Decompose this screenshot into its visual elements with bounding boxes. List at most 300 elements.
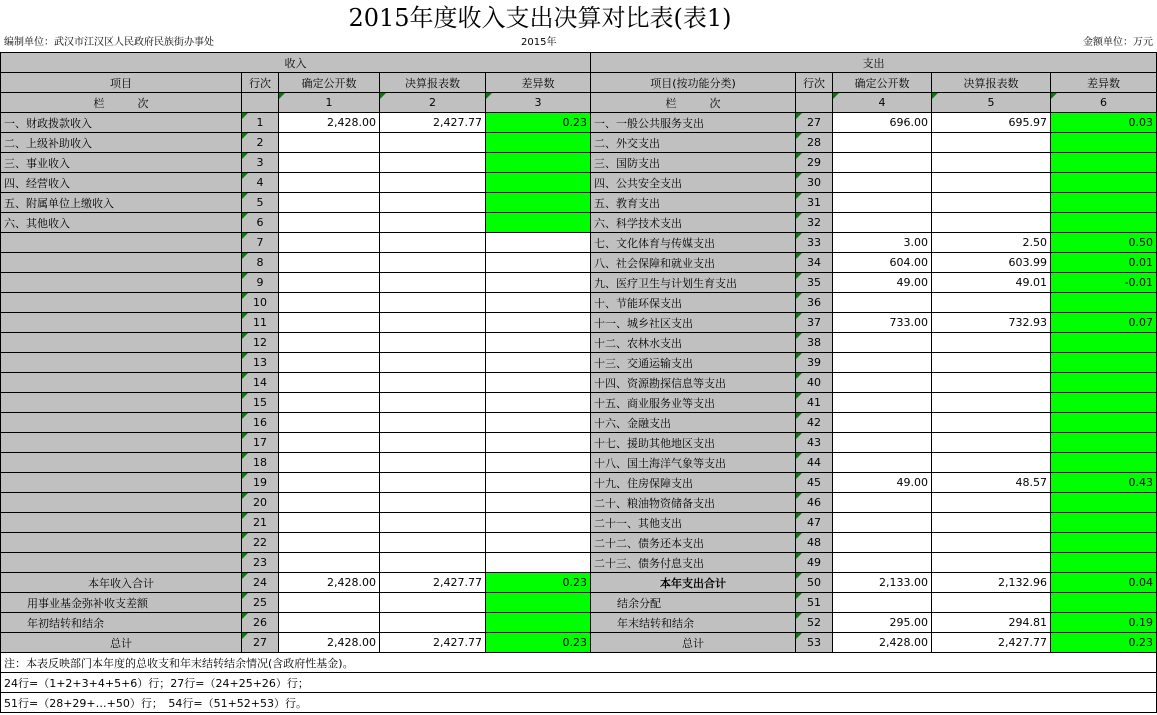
income-final [380, 493, 486, 513]
income-item [1, 553, 242, 573]
expense-line-no: 51 [796, 593, 833, 613]
col-header-approved: 确定公开数 [279, 73, 380, 93]
col-index-label: 栏 次 [1, 93, 242, 113]
income-approved [279, 453, 380, 473]
expense-final [932, 133, 1051, 153]
income-item [1, 373, 242, 393]
table-row [1, 213, 1157, 233]
expense-line-no: 42 [796, 413, 833, 433]
expense-final [932, 373, 1051, 393]
expense-diff: 0.50 [1051, 233, 1157, 253]
expense-item: 十八、国土海洋气象等支出 [591, 453, 796, 473]
expense-diff: 0.43 [1051, 473, 1157, 493]
income-approved [279, 233, 380, 253]
amount-unit: 金额单位：万元 [1083, 37, 1153, 48]
expense-line-no: 41 [796, 393, 833, 413]
expense-diff: 0.04 [1051, 573, 1157, 593]
income-line-no: 13 [242, 353, 279, 373]
expense-item: 二十、粮油物资储备支出 [591, 493, 796, 513]
expense-item: 五、教育支出 [591, 193, 796, 213]
expense-line-no: 39 [796, 353, 833, 373]
expense-summary-item: 本年支出合计 [591, 573, 796, 593]
expense-line-no: 49 [796, 553, 833, 573]
expense-diff [1051, 553, 1157, 573]
income-final [380, 373, 486, 393]
expense-line-no: 52 [796, 613, 833, 633]
income-item: 一、财政拨款收入 [1, 113, 242, 133]
table-row [1, 173, 1157, 193]
expense-summary-item: 年末结转和结余 [591, 613, 796, 633]
income-line-no: 17 [242, 433, 279, 453]
expense-approved: 3.00 [833, 233, 932, 253]
table-row [1, 253, 1157, 273]
expense-line-no: 53 [796, 633, 833, 653]
income-item [1, 273, 242, 293]
expense-approved [833, 413, 932, 433]
income-diff: 0.23 [486, 573, 591, 593]
income-approved [279, 413, 380, 433]
table-row [1, 513, 1157, 533]
income-diff [486, 493, 591, 513]
expense-item: 十五、商业服务业等支出 [591, 393, 796, 413]
income-line-no: 11 [242, 313, 279, 333]
col-header-approved: 确定公开数 [833, 73, 932, 93]
expense-diff [1051, 493, 1157, 513]
expense-diff [1051, 353, 1157, 373]
income-approved [279, 193, 380, 213]
table-note: 24行=（1+2+3+4+5+6）行；27行=（24+25+26）行； [1, 673, 1157, 693]
income-final [380, 473, 486, 493]
income-section-header: 收入 [1, 53, 591, 73]
income-item: 三、事业收入 [1, 153, 242, 173]
income-final [380, 533, 486, 553]
income-diff [486, 373, 591, 393]
expense-line-no: 38 [796, 333, 833, 353]
expense-item: 十一、城乡社区支出 [591, 313, 796, 333]
income-final [380, 273, 486, 293]
expense-approved [833, 373, 932, 393]
income-approved [279, 473, 380, 493]
expense-item: 二、外交支出 [591, 133, 796, 153]
income-line-no: 24 [242, 573, 279, 593]
expense-item: 十六、金融支出 [591, 413, 796, 433]
table-row [1, 473, 1157, 493]
expense-diff: 0.23 [1051, 633, 1157, 653]
income-approved [279, 293, 380, 313]
expense-approved [833, 533, 932, 553]
expense-line-no: 40 [796, 373, 833, 393]
income-line-no: 10 [242, 293, 279, 313]
expense-final: 2,132.96 [932, 573, 1051, 593]
income-line-no: 25 [242, 593, 279, 613]
income-diff [486, 133, 591, 153]
income-line-no: 21 [242, 513, 279, 533]
expense-final: 2,427.77 [932, 633, 1051, 653]
expense-diff [1051, 593, 1157, 613]
income-item [1, 433, 242, 453]
col-header-final: 决算报表数 [380, 73, 486, 93]
expense-item: 四、公共安全支出 [591, 173, 796, 193]
col-index-5: 5 [932, 93, 1051, 113]
table-row [1, 373, 1157, 393]
income-diff [486, 553, 591, 573]
table-row [1, 233, 1157, 253]
income-item [1, 533, 242, 553]
income-final [380, 513, 486, 533]
expense-section-header: 支出 [591, 53, 1157, 73]
expense-diff [1051, 393, 1157, 413]
income-line-no: 6 [242, 213, 279, 233]
col-header-diff: 差异数 [486, 73, 591, 93]
income-line-no: 20 [242, 493, 279, 513]
table-row [1, 413, 1157, 433]
table-note: 注：本表反映部门本年度的总收支和年末结转结余情况(含政府性基金)。 [1, 653, 1157, 673]
income-diff [486, 453, 591, 473]
expense-item: 六、科学技术支出 [591, 213, 796, 233]
income-final: 2,427.77 [380, 573, 486, 593]
col-header-diff: 差异数 [1051, 73, 1157, 93]
section-header-row [1, 53, 1157, 73]
income-line-no: 12 [242, 333, 279, 353]
expense-summary-item: 总计 [591, 633, 796, 653]
income-diff [486, 233, 591, 253]
income-item [1, 413, 242, 433]
expense-final [932, 193, 1051, 213]
expense-final: 2.50 [932, 233, 1051, 253]
income-final [380, 193, 486, 213]
income-diff [486, 153, 591, 173]
expense-approved: 696.00 [833, 113, 932, 133]
income-line-no: 27 [242, 633, 279, 653]
income-line-no: 1 [242, 113, 279, 133]
expense-diff [1051, 373, 1157, 393]
income-final [380, 353, 486, 373]
expense-diff [1051, 513, 1157, 533]
expense-line-no: 48 [796, 533, 833, 553]
expense-approved [833, 353, 932, 373]
income-line-no: 18 [242, 453, 279, 473]
expense-line-no: 30 [796, 173, 833, 193]
col-index-6: 6 [1051, 93, 1157, 113]
income-final [380, 433, 486, 453]
income-final: 2,427.77 [380, 633, 486, 653]
income-diff [486, 353, 591, 373]
expense-diff [1051, 533, 1157, 553]
income-line-no: 26 [242, 613, 279, 633]
income-approved [279, 153, 380, 173]
expense-approved [833, 593, 932, 613]
expense-item: 十三、交通运输支出 [591, 353, 796, 373]
expense-final: 732.93 [932, 313, 1051, 333]
income-approved [279, 493, 380, 513]
income-summary-item: 本年收入合计 [1, 573, 242, 593]
income-diff: 0.23 [486, 113, 591, 133]
expense-line-no: 31 [796, 193, 833, 213]
table-note: 51行=（28+29+…+50）行； 54行=（51+52+53）行。 [1, 693, 1157, 713]
expense-diff: 0.19 [1051, 613, 1157, 633]
expense-diff [1051, 133, 1157, 153]
expense-item: 九、医疗卫生与计划生育支出 [591, 273, 796, 293]
expense-approved [833, 173, 932, 193]
expense-item: 十九、住房保障支出 [591, 473, 796, 493]
income-line-no: 9 [242, 273, 279, 293]
summary-row [1, 613, 1157, 633]
col-header-line: 行次 [796, 73, 833, 93]
expense-diff: 0.01 [1051, 253, 1157, 273]
income-approved [279, 353, 380, 373]
expense-diff: 0.03 [1051, 113, 1157, 133]
income-approved [279, 593, 380, 613]
income-final [380, 253, 486, 273]
income-line-no: 2 [242, 133, 279, 153]
expense-line-no: 29 [796, 153, 833, 173]
income-approved [279, 533, 380, 553]
expense-line-no: 43 [796, 433, 833, 453]
table-row [1, 333, 1157, 353]
expense-item: 七、文化体育与传媒支出 [591, 233, 796, 253]
table-row [1, 353, 1157, 373]
col-index-label: 栏 次 [591, 93, 796, 113]
expense-line-no: 32 [796, 213, 833, 233]
expense-line-no: 27 [796, 113, 833, 133]
income-item [1, 393, 242, 413]
income-approved: 2,428.00 [279, 113, 380, 133]
income-final [380, 133, 486, 153]
income-approved [279, 393, 380, 413]
col-index-2: 2 [380, 93, 486, 113]
expense-line-no: 46 [796, 493, 833, 513]
income-approved: 2,428.00 [279, 573, 380, 593]
expense-item: 二十一、其他支出 [591, 513, 796, 533]
expense-approved: 49.00 [833, 273, 932, 293]
table-row [1, 453, 1157, 473]
expense-approved: 2,428.00 [833, 633, 932, 653]
report-year: 2015年 [521, 37, 557, 48]
col-index-3: 3 [486, 93, 591, 113]
expense-line-no: 35 [796, 273, 833, 293]
income-item [1, 453, 242, 473]
income-item: 四、经营收入 [1, 173, 242, 193]
income-final [380, 413, 486, 433]
table-row [1, 433, 1157, 453]
expense-final [932, 413, 1051, 433]
income-approved [279, 133, 380, 153]
income-diff [486, 513, 591, 533]
expense-final [932, 293, 1051, 313]
table-row [1, 113, 1157, 133]
income-final [380, 553, 486, 573]
income-final [380, 453, 486, 473]
expense-item: 二十三、债务付息支出 [591, 553, 796, 573]
col-header-line: 行次 [242, 73, 279, 93]
expense-diff [1051, 173, 1157, 193]
table-row [1, 133, 1157, 153]
expense-item: 一、一般公共服务支出 [591, 113, 796, 133]
expense-approved [833, 553, 932, 573]
summary-row [1, 573, 1157, 593]
income-approved [279, 333, 380, 353]
expense-approved [833, 433, 932, 453]
income-diff [486, 293, 591, 313]
expense-summary-item: 结余分配 [591, 593, 796, 613]
income-diff [486, 333, 591, 353]
expense-final [932, 453, 1051, 473]
income-line-no: 4 [242, 173, 279, 193]
income-line-no: 3 [242, 153, 279, 173]
expense-approved: 49.00 [833, 473, 932, 493]
expense-final [932, 533, 1051, 553]
expense-approved [833, 513, 932, 533]
income-item [1, 313, 242, 333]
expense-item: 十二、农林水支出 [591, 333, 796, 353]
col-index-blank [242, 93, 279, 113]
income-diff [486, 593, 591, 613]
table-row [1, 533, 1157, 553]
expense-final [932, 353, 1051, 373]
expense-diff: 0.07 [1051, 313, 1157, 333]
expense-diff [1051, 453, 1157, 473]
expense-line-no: 33 [796, 233, 833, 253]
expense-approved [833, 133, 932, 153]
income-line-no: 19 [242, 473, 279, 493]
income-approved [279, 373, 380, 393]
expense-diff: -0.01 [1051, 273, 1157, 293]
expense-final [932, 493, 1051, 513]
expense-item: 十四、资源勘探信息等支出 [591, 373, 796, 393]
income-item [1, 353, 242, 373]
expense-approved [833, 293, 932, 313]
expense-line-no: 47 [796, 513, 833, 533]
income-item: 六、其他收入 [1, 213, 242, 233]
col-index-blank [796, 93, 833, 113]
expense-line-no: 44 [796, 453, 833, 473]
income-line-no: 23 [242, 553, 279, 573]
income-final [380, 613, 486, 633]
income-summary-item: 年初结转和结余 [1, 613, 242, 633]
col-index-1: 1 [279, 93, 380, 113]
expense-final [932, 153, 1051, 173]
expense-line-no: 34 [796, 253, 833, 273]
expense-final [932, 173, 1051, 193]
income-item [1, 493, 242, 513]
expense-final [932, 393, 1051, 413]
income-approved [279, 433, 380, 453]
expense-approved [833, 193, 932, 213]
income-item [1, 513, 242, 533]
income-approved [279, 253, 380, 273]
income-summary-item: 总计 [1, 633, 242, 653]
income-final [380, 313, 486, 333]
expense-approved [833, 153, 932, 173]
income-item: 二、上级补助收入 [1, 133, 242, 153]
income-line-no: 22 [242, 533, 279, 553]
report-title: 2015年度收入支出决算对比表(表1) [348, 4, 732, 32]
table-row [1, 153, 1157, 173]
expense-approved: 295.00 [833, 613, 932, 633]
expense-item: 八、社会保障和就业支出 [591, 253, 796, 273]
income-final [380, 213, 486, 233]
summary-row [1, 593, 1157, 613]
expense-approved [833, 493, 932, 513]
col-header-final: 决算报表数 [932, 73, 1051, 93]
expense-approved [833, 393, 932, 413]
expense-approved [833, 213, 932, 233]
income-approved [279, 213, 380, 233]
income-final [380, 333, 486, 353]
income-summary-item: 用事业基金弥补收支差额 [1, 593, 242, 613]
column-number-row [1, 93, 1157, 113]
expense-final: 48.57 [932, 473, 1051, 493]
income-line-no: 16 [242, 413, 279, 433]
income-diff [486, 413, 591, 433]
expense-diff [1051, 193, 1157, 213]
income-line-no: 14 [242, 373, 279, 393]
income-item [1, 233, 242, 253]
income-diff [486, 613, 591, 633]
income-line-no: 5 [242, 193, 279, 213]
expense-diff [1051, 153, 1157, 173]
income-diff [486, 193, 591, 213]
summary-row [1, 633, 1157, 653]
income-line-no: 15 [242, 393, 279, 413]
expense-diff [1051, 413, 1157, 433]
income-item [1, 253, 242, 273]
expense-line-no: 28 [796, 133, 833, 153]
table-row [1, 273, 1157, 293]
income-diff [486, 313, 591, 333]
expense-item: 十七、援助其他地区支出 [591, 433, 796, 453]
col-index-4: 4 [833, 93, 932, 113]
income-final [380, 593, 486, 613]
expense-item: 三、国防支出 [591, 153, 796, 173]
income-approved [279, 173, 380, 193]
income-approved [279, 273, 380, 293]
income-final [380, 233, 486, 253]
column-header-row [1, 73, 1157, 93]
income-item [1, 293, 242, 313]
table-row [1, 293, 1157, 313]
table-row [1, 193, 1157, 213]
income-final: 2,427.77 [380, 113, 486, 133]
expense-final [932, 213, 1051, 233]
expense-line-no: 36 [796, 293, 833, 313]
income-line-no: 8 [242, 253, 279, 273]
expense-approved: 604.00 [833, 253, 932, 273]
note-row [1, 673, 1157, 693]
expense-item: 十、节能环保支出 [591, 293, 796, 313]
income-diff [486, 473, 591, 493]
expense-approved: 2,133.00 [833, 573, 932, 593]
expense-line-no: 45 [796, 473, 833, 493]
income-item [1, 333, 242, 353]
income-diff [486, 253, 591, 273]
income-diff [486, 173, 591, 193]
income-diff [486, 533, 591, 553]
expense-final [932, 333, 1051, 353]
expense-diff [1051, 293, 1157, 313]
expense-final: 294.81 [932, 613, 1051, 633]
income-final [380, 173, 486, 193]
expense-final [932, 433, 1051, 453]
income-approved: 2,428.00 [279, 633, 380, 653]
income-line-no: 7 [242, 233, 279, 253]
income-item [1, 473, 242, 493]
expense-final [932, 593, 1051, 613]
expense-final: 49.01 [932, 273, 1051, 293]
note-row [1, 693, 1157, 713]
income-item: 五、附属单位上缴收入 [1, 193, 242, 213]
income-diff: 0.23 [486, 633, 591, 653]
